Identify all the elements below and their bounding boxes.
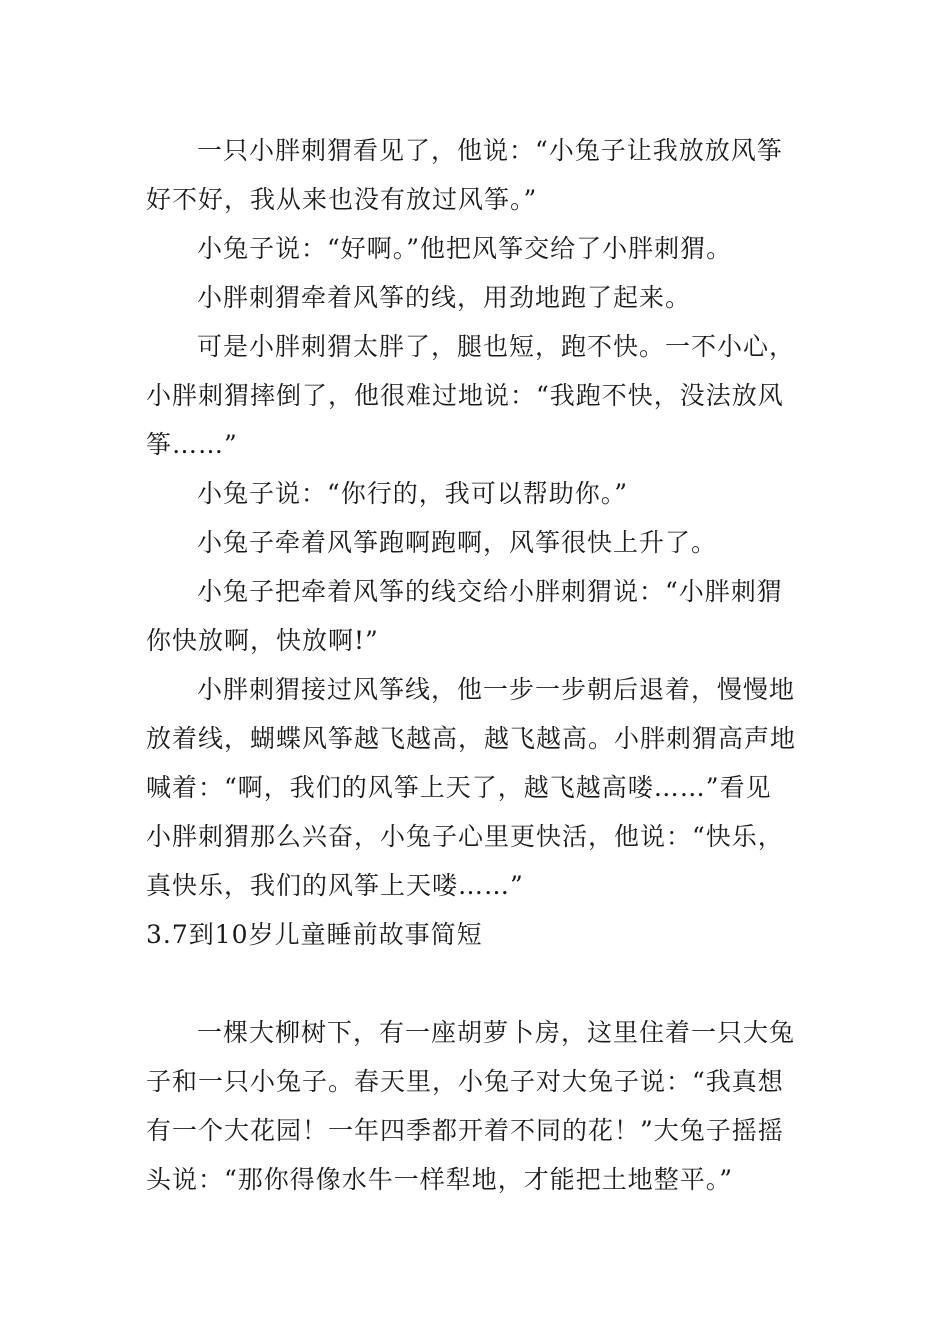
paragraph-line: 一棵大柳树下，有一座胡萝卜房，这里住着一只大兔 xyxy=(197,1018,796,1047)
paragraph-line: 放着线，蝴蝶风筝越飞越高，越飞越高。小胖刺猬高声地 xyxy=(146,724,797,753)
paragraph-line: 小兔子说：“好啊。”他把风筝交给了小胖刺猬。 xyxy=(197,234,733,263)
paragraph-line: 可是小胖刺猬太胖了，腿也短，跑不快。一不小心， xyxy=(197,332,796,361)
paragraph xyxy=(146,1008,808,1204)
paragraph-line: 小胖刺猬牵着风筝的线，用劲地跑了起来。 xyxy=(197,283,692,312)
paragraph xyxy=(146,224,808,273)
paragraph-line: 一只小胖刺猬看见了，他说：“小兔子让我放放风筝 xyxy=(197,136,783,165)
paragraph xyxy=(146,567,808,665)
document-body xyxy=(146,126,808,1204)
paragraph-line: 小兔子把牵着风筝的线交给小胖刺猬说：“小胖刺猬 xyxy=(197,577,783,606)
paragraph-line: 头说：“那你得像水牛一样犁地，才能把土地整平。” xyxy=(146,1165,734,1194)
paragraph-line: 小兔子牵着风筝跑啊跑啊，风筝很快上升了。 xyxy=(197,528,718,557)
paragraph-line: 真快乐，我们的风筝上天喽……” xyxy=(146,871,524,900)
paragraph xyxy=(146,665,808,910)
paragraph-line: 子和一只小兔子。春天里，小兔子对大兔子说：“我真想 xyxy=(146,1067,784,1096)
story-section-2 xyxy=(146,1008,808,1204)
paragraph-line: 小胖刺猬摔倒了，他很难过地说：“我跑不快，没法放风 xyxy=(146,381,784,410)
paragraph-line: 喊着：“啊，我们的风筝上天了，越飞越高喽……”看见 xyxy=(146,773,772,802)
paragraph-line: 小胖刺猬接过风筝线，他一步一步朝后退着，慢慢地 xyxy=(197,675,796,704)
heading-text: 3.7到10岁儿童睡前故事简短 xyxy=(146,920,483,949)
blank-line xyxy=(146,959,808,1008)
paragraph-line: 小兔子说：“你行的，我可以帮助你。” xyxy=(197,479,629,508)
paragraph xyxy=(146,126,808,224)
paragraph xyxy=(146,518,808,567)
paragraph-line: 筝……” xyxy=(146,430,238,459)
paragraph xyxy=(146,469,808,518)
paragraph xyxy=(146,322,808,469)
paragraph-line: 有一个大花园！一年四季都开着不同的花！”大兔子摇摇 xyxy=(146,1116,784,1145)
paragraph-line: 你快放啊，快放啊!” xyxy=(146,626,379,655)
paragraph-line: 好不好，我从来也没有放过风筝。” xyxy=(146,185,538,214)
paragraph-line: 小胖刺猬那么兴奋，小兔子心里更快活，他说：“快乐， xyxy=(146,822,784,851)
story-section-1 xyxy=(146,126,808,910)
section-heading xyxy=(146,910,808,959)
paragraph xyxy=(146,273,808,322)
